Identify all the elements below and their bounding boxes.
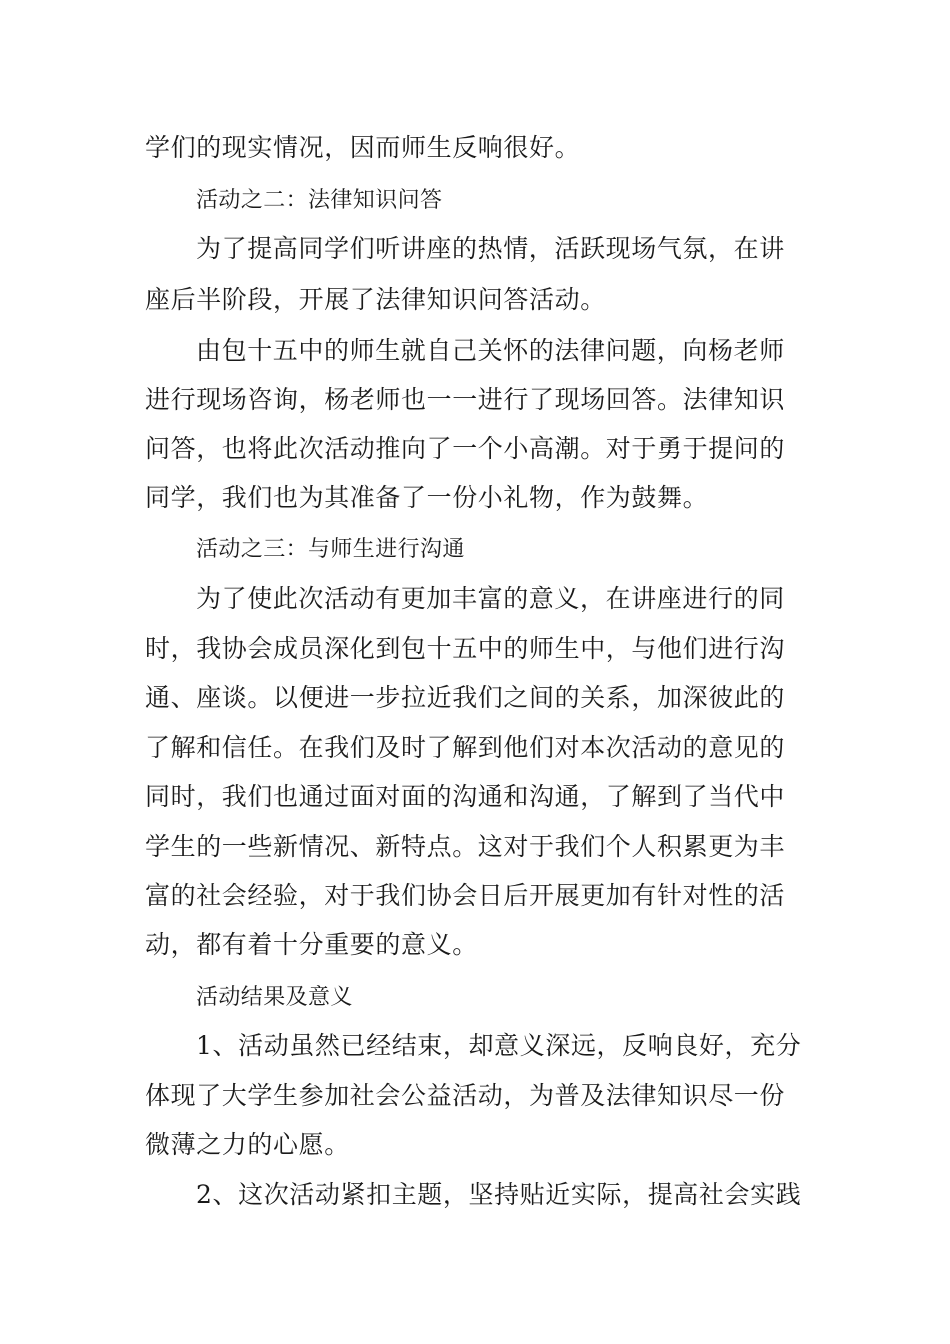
text-line-11: 时，我协会成员深化到包十五中的师生中，与他们进行沟 (145, 634, 786, 663)
text-line-20: 体现了大学生参加社会公益活动，为普及法律知识尽一份 (145, 1081, 786, 1110)
text-line-16: 富的社会经验，对于我们协会日后开展更加有针对性的活 (145, 881, 786, 910)
text-line-13: 了解和信任。在我们及时了解到他们对本次活动的意见的 (145, 733, 786, 762)
section-heading-activity-3: 活动之三：与师生进行沟通 (196, 537, 465, 562)
text-line-19: 1、活动虽然已经结束，却意义深远，反响良好，充分 (196, 1031, 802, 1060)
text-line-4: 座后半阶段，开展了法律知识问答活动。 (145, 285, 606, 314)
text-line-6: 进行现场咨询，杨老师也一一进行了现场回答。法律知识 (145, 385, 786, 414)
text-line-1: 学们的现实情况，因而师生反响很好。 (145, 133, 581, 162)
text-line-17: 动，都有着十分重要的意义。 (145, 930, 478, 959)
text-line-21: 微薄之力的心愿。 (145, 1130, 350, 1159)
text-line-3: 为了提高同学们听讲座的热情，活跃现场气氛，在讲 (196, 234, 785, 263)
text-line-14: 同时，我们也通过面对面的沟通和沟通，了解到了当代中 (145, 782, 786, 811)
text-line-22: 2、这次活动紧扣主题，坚持贴近实际，提高社会实践 (196, 1180, 802, 1209)
text-line-10: 为了使此次活动有更加丰富的意义，在讲座进行的同 (196, 584, 785, 613)
text-line-8: 同学，我们也为其准备了一份小礼物，作为鼓舞。 (145, 483, 709, 512)
text-line-15: 学生的一些新情况、新特点。这对于我们个人积累更为丰 (145, 832, 786, 861)
text-line-7: 问答，也将此次活动推向了一个小高潮。对于勇于提问的 (145, 434, 786, 463)
section-heading-results: 活动结果及意义 (196, 985, 353, 1010)
text-line-5: 由包十五中的师生就自己关怀的法律问题，向杨老师 (196, 336, 785, 365)
text-line-12: 通、座谈。以便进一步拉近我们之间的关系，加深彼此的 (145, 683, 786, 712)
section-heading-activity-2: 活动之二：法律知识问答 (196, 188, 443, 213)
